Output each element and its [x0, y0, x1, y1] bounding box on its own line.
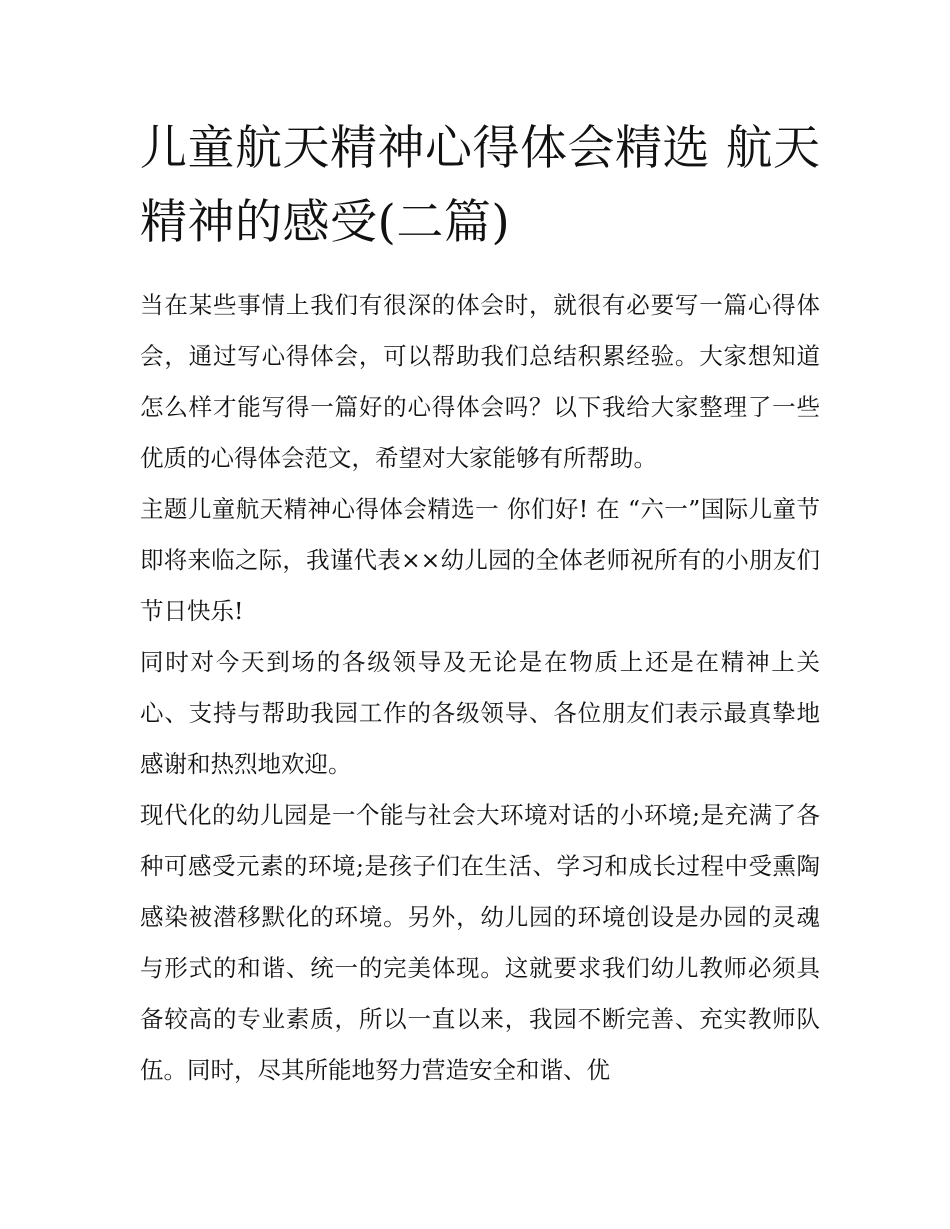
paragraph-greeting: 主题儿童航天精神心得体会精选一 你们好! 在 “六一”国际儿童节即将来临之际，我谨代表××幼儿园的全体老师祝所有的小朋友们节日快乐! [140, 495, 820, 625]
paragraph-thanks: 同时对今天到场的各级领导及无论是在物质上还是在精神上关心、支持与帮助我园工作的各级领导、各位朋友们表示最真挚地感谢和热烈地欢迎。 [140, 648, 820, 778]
document-body [140, 280, 820, 1096]
document-title: 儿童航天精神心得体会精选 航天精神的感受(二篇) [140, 121, 821, 250]
paragraph-intro: 当在某些事情上我们有很深的体会时，就很有必要写一篇心得体会，通过写心得体会，可以帮助我们总结积累经验。大家想知道怎么样才能写得一篇好的心得体会吗？以下我给大家整理了一些优质的心得体会范文，希望对大家能够有所帮助。 [140, 291, 820, 472]
paragraph-environment: 现代化的幼儿园是一个能与社会大环境对话的小环境;是充满了各种可感受元素的环境;是孩子们在生活、学习和成长过程中受熏陶感染被潜移默化的环境。另外，幼儿园的环境创设是办园的灵魂与形式的和谐、统一的完美体现。这就要求我们幼儿教师必须具备较高的专业素质，所以一直以来，我园不断完善、充实教师队伍。同时，尽其所能地努力营造安全和谐、优 [140, 801, 820, 1084]
